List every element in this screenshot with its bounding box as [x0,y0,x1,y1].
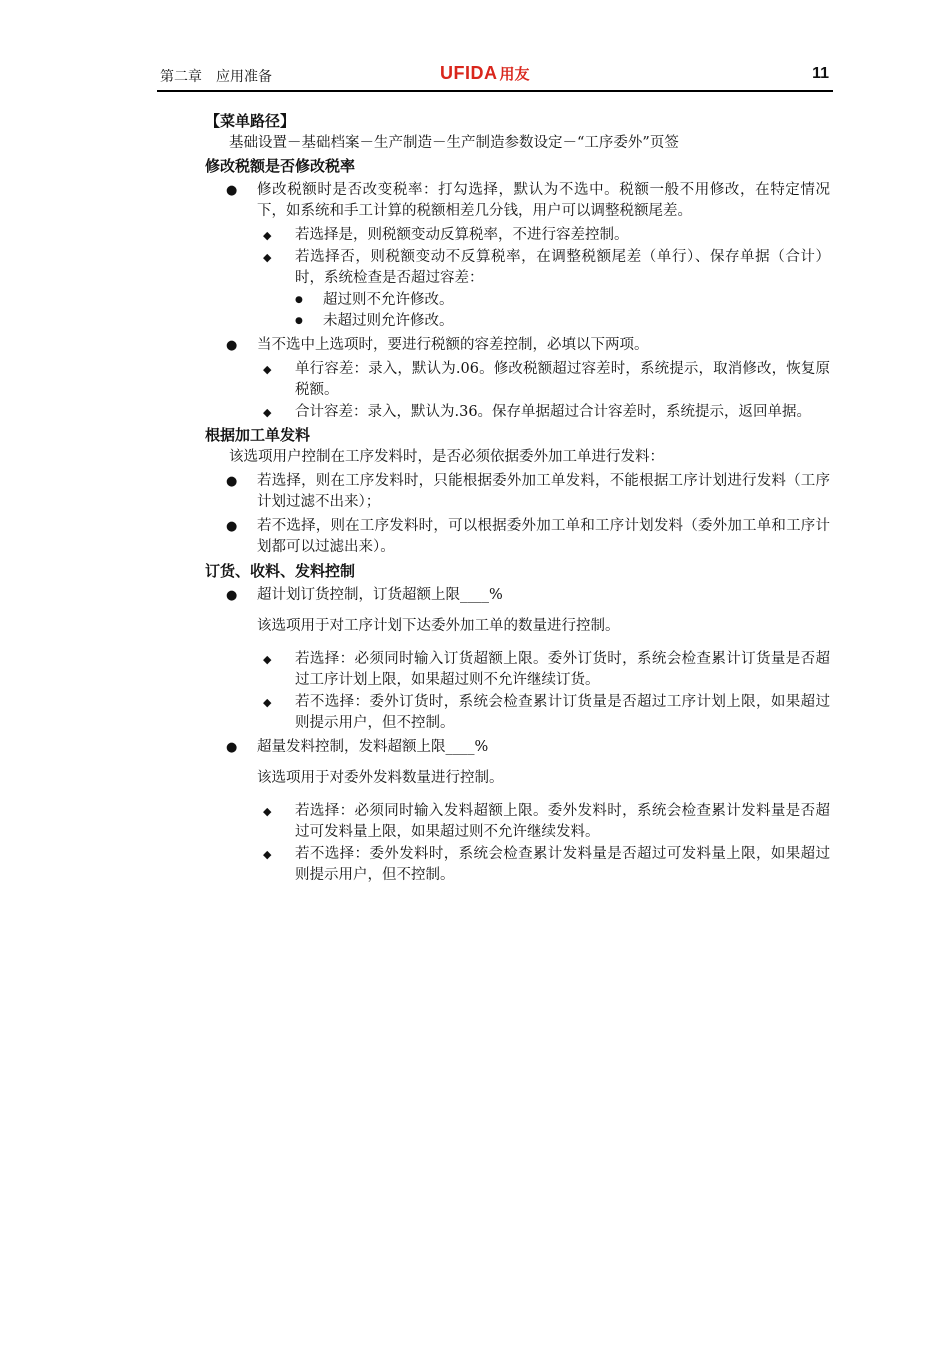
page-header [157,62,833,92]
bullet-item: ● 修改税额时是否改变税率：打勾选择，默认为不选中。税额一般不用修改，在特定情况下，如系统和手工计算的税额相差几分钱，用户可以调整税额尾差。 [205,180,830,222]
sub-bullet-item: ◆ 若选择：必须同时输入订货超额上限。委外订货时，系统会检查累计订货量是否超过工序计划上限，如果超过则不允许继续订货。 [205,649,830,691]
menu-path-text: 基础设置－基础档案－生产制造－生产制造参数设定－“工序委外”页签 [229,135,679,151]
bullet-item: ● 若不选择，则在工序发料时，可以根据委外加工单和工序计划发料（委外加工单和工序计划都可以过滤出来）。 [205,516,830,558]
sub-bullet-item: ◆ 若选择是，则税额变动反算税率，不进行容差控制。 [205,225,830,246]
section-intro: 该选项用户控制在工序发料时，是否必须依据委外加工单进行发料： [229,449,664,465]
sub-bullet-item: ◆ 若不选择：委外订货时，系统会检查累计订货量是否超过工序计划上限，如果超过则提示用户，但不控制。 [205,692,830,734]
section-control-title: 订货、收料、发料控制 [205,562,356,580]
document-body [205,109,830,887]
sub-sub-bullet-item: ● 超过则不允许修改。 [205,290,830,311]
section-label: 应用准备 [216,69,272,85]
page-number: 11 [812,65,829,82]
sub-bullet-item: ◆ 单行容差：录入，默认为.06。修改税额超过容差时，系统提示，取消修改，恢复原税额。 [205,359,830,401]
bullet-note: 该选项用于对委外发料数量进行控制。 [257,770,504,786]
section-tax-title: 修改税额是否修改税率 [205,157,356,175]
bullet-item: ● 若选择，则在工序发料时，只能根据委外加工单发料，不能根据工序计划进行发料（工序计划过滤不出来）； [205,471,830,513]
chapter-title [160,66,272,86]
section-issue-title: 根据加工单发料 [205,426,311,444]
logo-brand-cn: 用友 [499,66,530,83]
menu-path-title: 【菜单路径】 [205,112,296,130]
ufida-logo [440,63,530,84]
sub-sub-bullet-item: ● 未超过则允许修改。 [205,311,830,332]
logo-brand-en: UFIDA [440,63,498,83]
bullet-item: ● 超计划订货控制，订货超额上限____% [205,585,830,606]
bullet-item: ● 超量发料控制，发料超额上限____% [205,737,830,758]
sub-bullet-item: ◆ 合计容差：录入，默认为.36。保存单据超过合计容差时，系统提示，返回单据。 [205,402,830,423]
sub-bullet-item: ◆ 若选择否，则税额变动不反算税率，在调整税额尾差（单行）、保存单据（合计）时，系统检查是否超过容差： [205,247,830,289]
bullet-item: ● 当不选中上选项时，要进行税额的容差控制，必填以下两项。 [205,335,830,356]
sub-bullet-item: ◆ 若选择：必须同时输入发料超额上限。委外发料时，系统会检查累计发料量是否超过可发料量上限，如果超过则不允许继续发料。 [205,801,830,843]
bullet-note: 该选项用于对工序计划下达委外加工单的数量进行控制。 [257,618,620,634]
sub-bullet-item: ◆ 若不选择：委外发料时，系统会检查累计发料量是否超过可发料量上限，如果超过则提示用户，但不控制。 [205,844,830,886]
chapter-label: 第二章 [160,69,202,85]
